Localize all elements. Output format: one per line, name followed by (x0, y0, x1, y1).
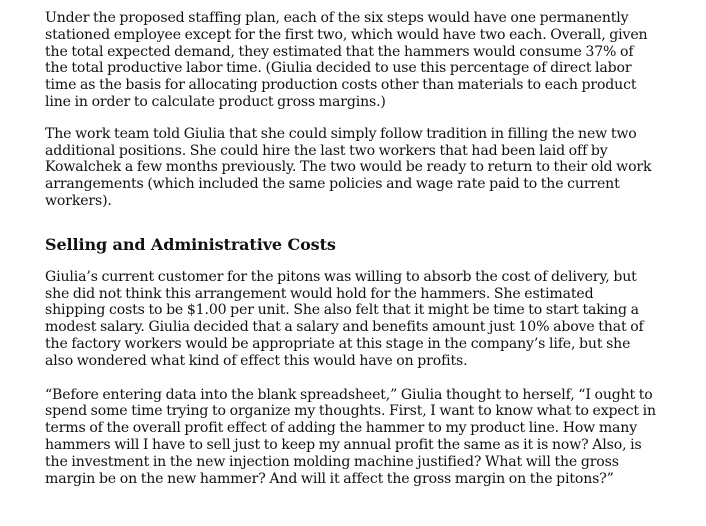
section-heading: Selling and Administrative Costs (45, 234, 336, 254)
document-page (45, 10, 657, 487)
paragraph-work-team: The work team told Giulia that she could simply follow tradition in filling the new two additional positions. She could hire the last two workers that had been laid off by Kowalchek a few months previously. The two would be ready to return to their old work arrangements (which included the same policies and wage rate paid to the current workers). (45, 125, 652, 209)
paragraph-questions: “Before entering data into the blank spreadsheet,” Giulia thought to herself, “I ought to spend some time trying to organize my thoughts. First, I want to know what to expect in terms of the overall profit effect of adding the hammer to my product line. How many hammers will I have to sell just to keep my annual profit the same as it is now? Also, is the investment in the new injection molding machine justified? What will the gross margin be on the new hammer? And will it affect the gross margin on the pitons?” (45, 386, 656, 487)
paragraph-shipping-salary: Giulia’s current customer for the pitons was willing to absorb the cost of delivery, but she did not think this arrangement would hold for the hammers. She estimated shipping costs to be $1.00 per unit. She also felt that it might be time to start taking a modest salary. Giulia decided that a salary and benefits amount just 10% above that of the factory workers would be appropriate at this stage in the company’s life, but she also wondered what kind of effect this would have on profits. (45, 268, 644, 369)
paragraph-staffing-plan: Under the proposed staffing plan, each of the six steps would have one permanently stationed employee except for the first two, which would have two each. Overall, given the total expected demand, they estimated that the hammers would consume 37% of the total productive labor time. (Giulia decided to use this percentage of direct labor time as the basis for allocating production costs other than materials to each product line in order to calculate product gross margins.) (45, 10, 648, 110)
